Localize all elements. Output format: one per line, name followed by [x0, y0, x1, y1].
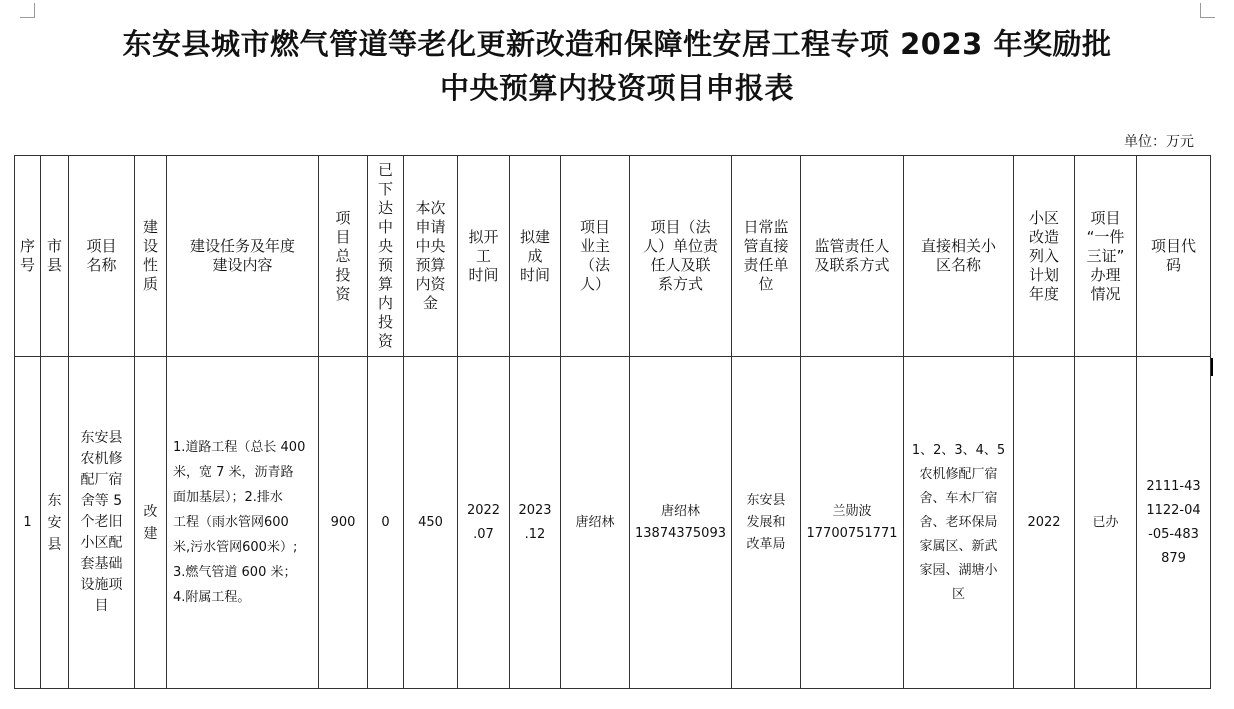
header-certificates: 项目 “一件 三证” 办理 情况 [1075, 156, 1137, 357]
table-header-row [15, 156, 1211, 357]
cell-finish-time: 2023 .12 [510, 357, 561, 689]
cell-applied-central: 450 [404, 357, 458, 689]
header-supervisor-contact: 监管责任人 及联系方式 [801, 156, 904, 357]
unit-label: 单位：万元 [1124, 134, 1194, 150]
cell-content: 1.道路工程（总长 400 米，宽 7 米，沥青路 面加基层）；2.排水 工程（雨水管网600 米,污水管网600米）; 3.燃气管道 600 米； 4.附属工程。 [167, 357, 319, 689]
cell-owner-contact: 唐绍林 13874375093 [630, 357, 732, 689]
project-table [14, 155, 1211, 689]
cell-owner: 唐绍林 [561, 357, 630, 689]
cell-county: 东 安 县 [41, 357, 69, 689]
header-finish-time: 拟建 成 时间 [510, 156, 561, 357]
cell-certificates: 已办 [1075, 357, 1137, 689]
header-owner: 项目 业主 （法 人） [561, 156, 630, 357]
cell-communities: 1、2、3、4、5 农机修配厂宿 舍、车木厂宿 舍、老环保局 家属区、新武 家园、湖塘小 区 [904, 357, 1014, 689]
header-owner-contact: 项目（法 人）单位责 任人及联 系方式 [630, 156, 732, 357]
cell-supervision-unit: 东安县 发展和 改革局 [732, 357, 801, 689]
cell-start-time: 2022 .07 [458, 357, 510, 689]
page-corner-mark-left [20, 3, 35, 18]
cell-plan-year: 2022 [1014, 357, 1075, 689]
header-plan-year: 小区 改造 列入 计划 年度 [1014, 156, 1075, 357]
page-corner-mark-right [1200, 3, 1215, 18]
header-issued-central: 已 下 达 中 央 预 算 内 投 资 [368, 156, 404, 357]
header-applied-central: 本次 申请 中央 预算 内资 金 [404, 156, 458, 357]
header-project-name: 项目 名称 [69, 156, 135, 357]
header-nature: 建 设 性 质 [135, 156, 167, 357]
title-line-1: 东安县城市燃气管道等老化更新改造和保障性安居工程专项 2023 年奖励批 [122, 27, 1112, 61]
cell-nature: 改 建 [135, 357, 167, 689]
cell-supervisor-contact: 兰勋波 17700751771 [801, 357, 904, 689]
header-project-code: 项目代 码 [1137, 156, 1211, 357]
cell-seq: 1 [15, 357, 41, 689]
header-content: 建设任务及年度 建设内容 [167, 156, 319, 357]
cell-project-name: 东安县 农机修 配厂宿 舍等 5 个老旧 小区配 套基础 设施项 目 [69, 357, 135, 689]
title-line-2: 中央预算内投资项目申报表 [439, 71, 794, 105]
cell-total-investment: 900 [319, 357, 368, 689]
header-communities: 直接相关小 区名称 [904, 156, 1014, 357]
cell-project-code: 2111-43 1122-04 -05-483 879 [1137, 357, 1211, 689]
header-seq: 序 号 [15, 156, 41, 357]
header-supervision-unit: 日常监 管直接 责任单 位 [732, 156, 801, 357]
text-cursor [1211, 358, 1213, 376]
cell-issued-central: 0 [368, 357, 404, 689]
table-row [15, 357, 1211, 689]
document-title [0, 22, 1234, 110]
header-total-investment: 项 目 总 投 资 [319, 156, 368, 357]
header-start-time: 拟开 工 时间 [458, 156, 510, 357]
header-county: 市 县 [41, 156, 69, 357]
